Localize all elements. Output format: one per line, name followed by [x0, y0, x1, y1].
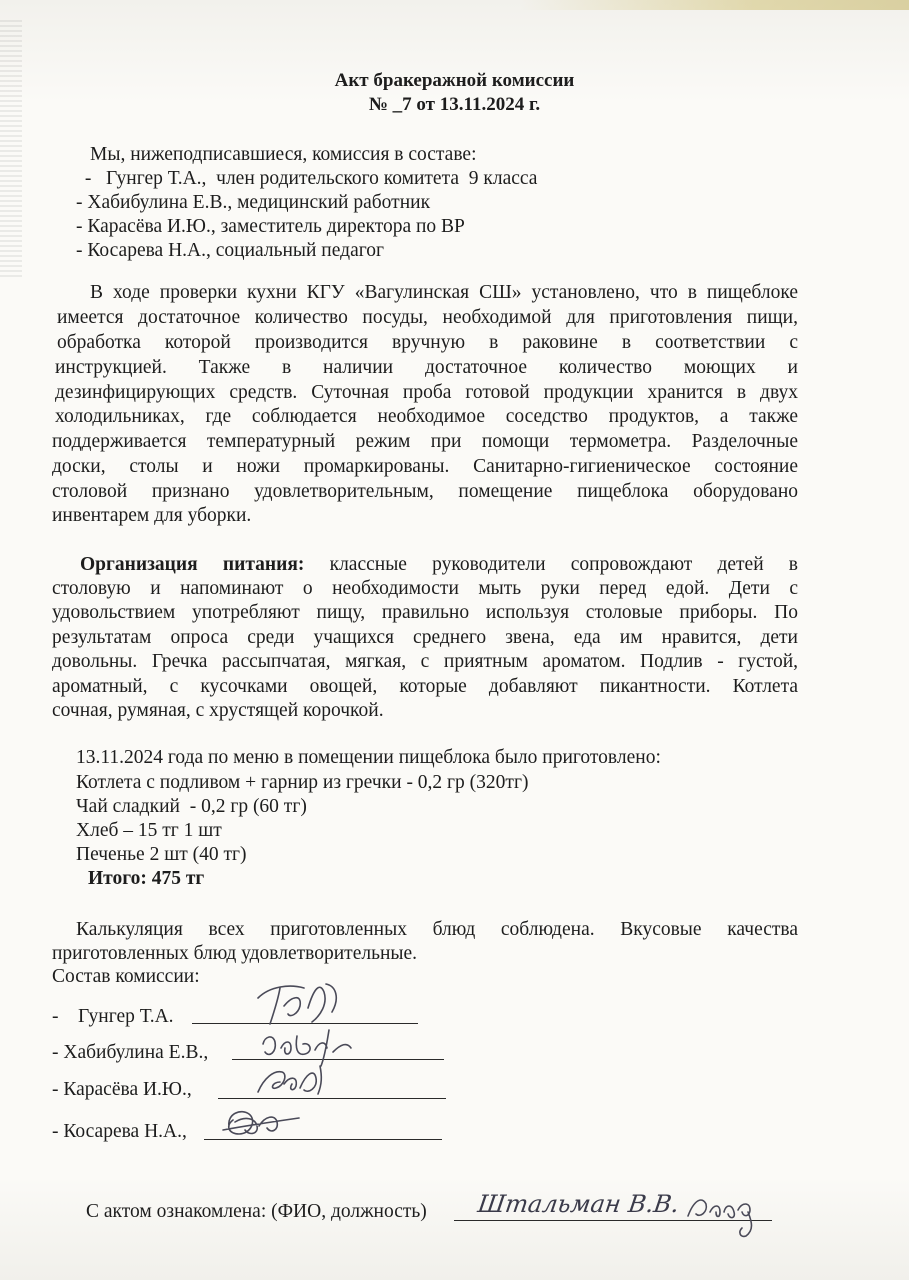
menu-item: Чай сладкий - 0,2 гр (60 тг): [76, 796, 307, 817]
signature-row-label: - Гунгер Т.А.: [52, 1006, 174, 1027]
signature-karaseva: [248, 1058, 338, 1104]
scan-edge-noise: [0, 20, 22, 280]
inspection-line: столовой признано удовлетворительным, помещение пищеблока оборудовано: [52, 481, 798, 502]
signature-kosareva: [215, 1100, 305, 1144]
menu-item: Хлеб – 15 тг 1 шт: [76, 820, 222, 841]
inspection-line: В ходе проверки кухни КГУ «Вагулинская СШ» установлено, что в пищеблоке: [90, 282, 798, 303]
conclusion-line: приготовленных блюд удовлетворительные.: [52, 943, 418, 964]
commission-intro: Мы, нижеподписавшиеся, комиссия в составе:: [90, 144, 477, 165]
nutrition-line: сочная, румяная, с хрустящей корочкой.: [52, 700, 384, 721]
inspection-line: инструкцией. Также в наличии достаточное количество моющих и: [55, 357, 798, 378]
commission-member: - Хабибулина Е.В., медицинский работник: [76, 192, 431, 213]
inspection-line: доски, столы и ножи промаркированы. Санитарно-гигиеническое состояние: [52, 456, 798, 477]
signatures-heading: Состав комиссии:: [52, 966, 200, 987]
conclusion-line: Калькуляция всех приготовленных блюд соблюдена. Вкусовые качества: [76, 919, 798, 940]
nutrition-line: ароматный, с кусочками овощей, которые добавляют пикантности. Котлета: [52, 676, 798, 697]
acknowledgement-handwritten-name: Штальман В.В.: [476, 1190, 681, 1218]
nutrition-line: удовольствием употребляют пищу, правильно используя столовые приборы. По: [52, 602, 798, 623]
acknowledgement-signature: [680, 1186, 770, 1240]
nutrition-heading: Организация питания:: [80, 554, 305, 575]
commission-member: - Косарева Н.А., социальный педагог: [76, 240, 384, 261]
inspection-line: обработка которой производится вручную в раковине в соответствии с: [57, 332, 798, 353]
menu-item: Печенье 2 шт (40 тг): [76, 844, 247, 865]
signature-row-label: - Хабибулина Е.В.,: [52, 1042, 209, 1063]
signature-row-label: - Карасёва И.Ю.,: [52, 1079, 192, 1100]
scan-edge-shadow: [520, 0, 909, 10]
inspection-line: холодильниках, где соблюдается необходимое соседство продуктов, а также: [55, 406, 798, 427]
menu-item: Котлета с подливом + гарнир из гречки - 0,2 гр (320тг): [76, 772, 529, 793]
nutrition-line: довольны. Гречка рассыпчатая, мягкая, с приятным ароматом. Подлив - густой,: [52, 651, 798, 672]
signature-row-label: - Косарева Н.А.,: [52, 1121, 187, 1142]
acknowledgement-label: С актом ознакомлена: (ФИО, должность): [86, 1201, 427, 1222]
menu-intro: 13.11.2024 года по меню в помещении пищеблока было приготовлено:: [76, 747, 661, 768]
commission-member: - Карасёва И.Ю., заместитель директора по ВР: [76, 216, 465, 237]
inspection-line: инвентарем для уборки.: [52, 505, 252, 526]
document-number-date: № _7 от 13.11.2024 г.: [368, 94, 541, 115]
nutrition-line: столовую и напоминают о необходимости мыть руки перед едой. Дети с: [52, 578, 798, 599]
inspection-line: имеется достаточное количество посуды, необходимой для приготовления пищи,: [57, 307, 798, 328]
inspection-line: поддерживается температурный режим при помощи термометра. Разделочные: [52, 431, 798, 452]
nutrition-first-line: [80, 553, 798, 577]
nutrition-line: результатам опроса среди учащихся среднего звена, еда им нравится, дети: [52, 627, 798, 648]
inspection-line: дезинфицирующих средств. Суточная проба готовой продукции хранится в двух: [55, 382, 798, 403]
commission-member: - Гунгер Т.А., член родительского комитета 9 класса: [80, 168, 538, 189]
nutrition-first-line-text: классные руководители сопровождают детей в: [329, 554, 799, 575]
document-title: Акт бракеражной комиссии: [334, 70, 575, 91]
menu-total: Итого: 475 тг: [88, 868, 205, 889]
signature-gunger: [240, 978, 350, 1028]
